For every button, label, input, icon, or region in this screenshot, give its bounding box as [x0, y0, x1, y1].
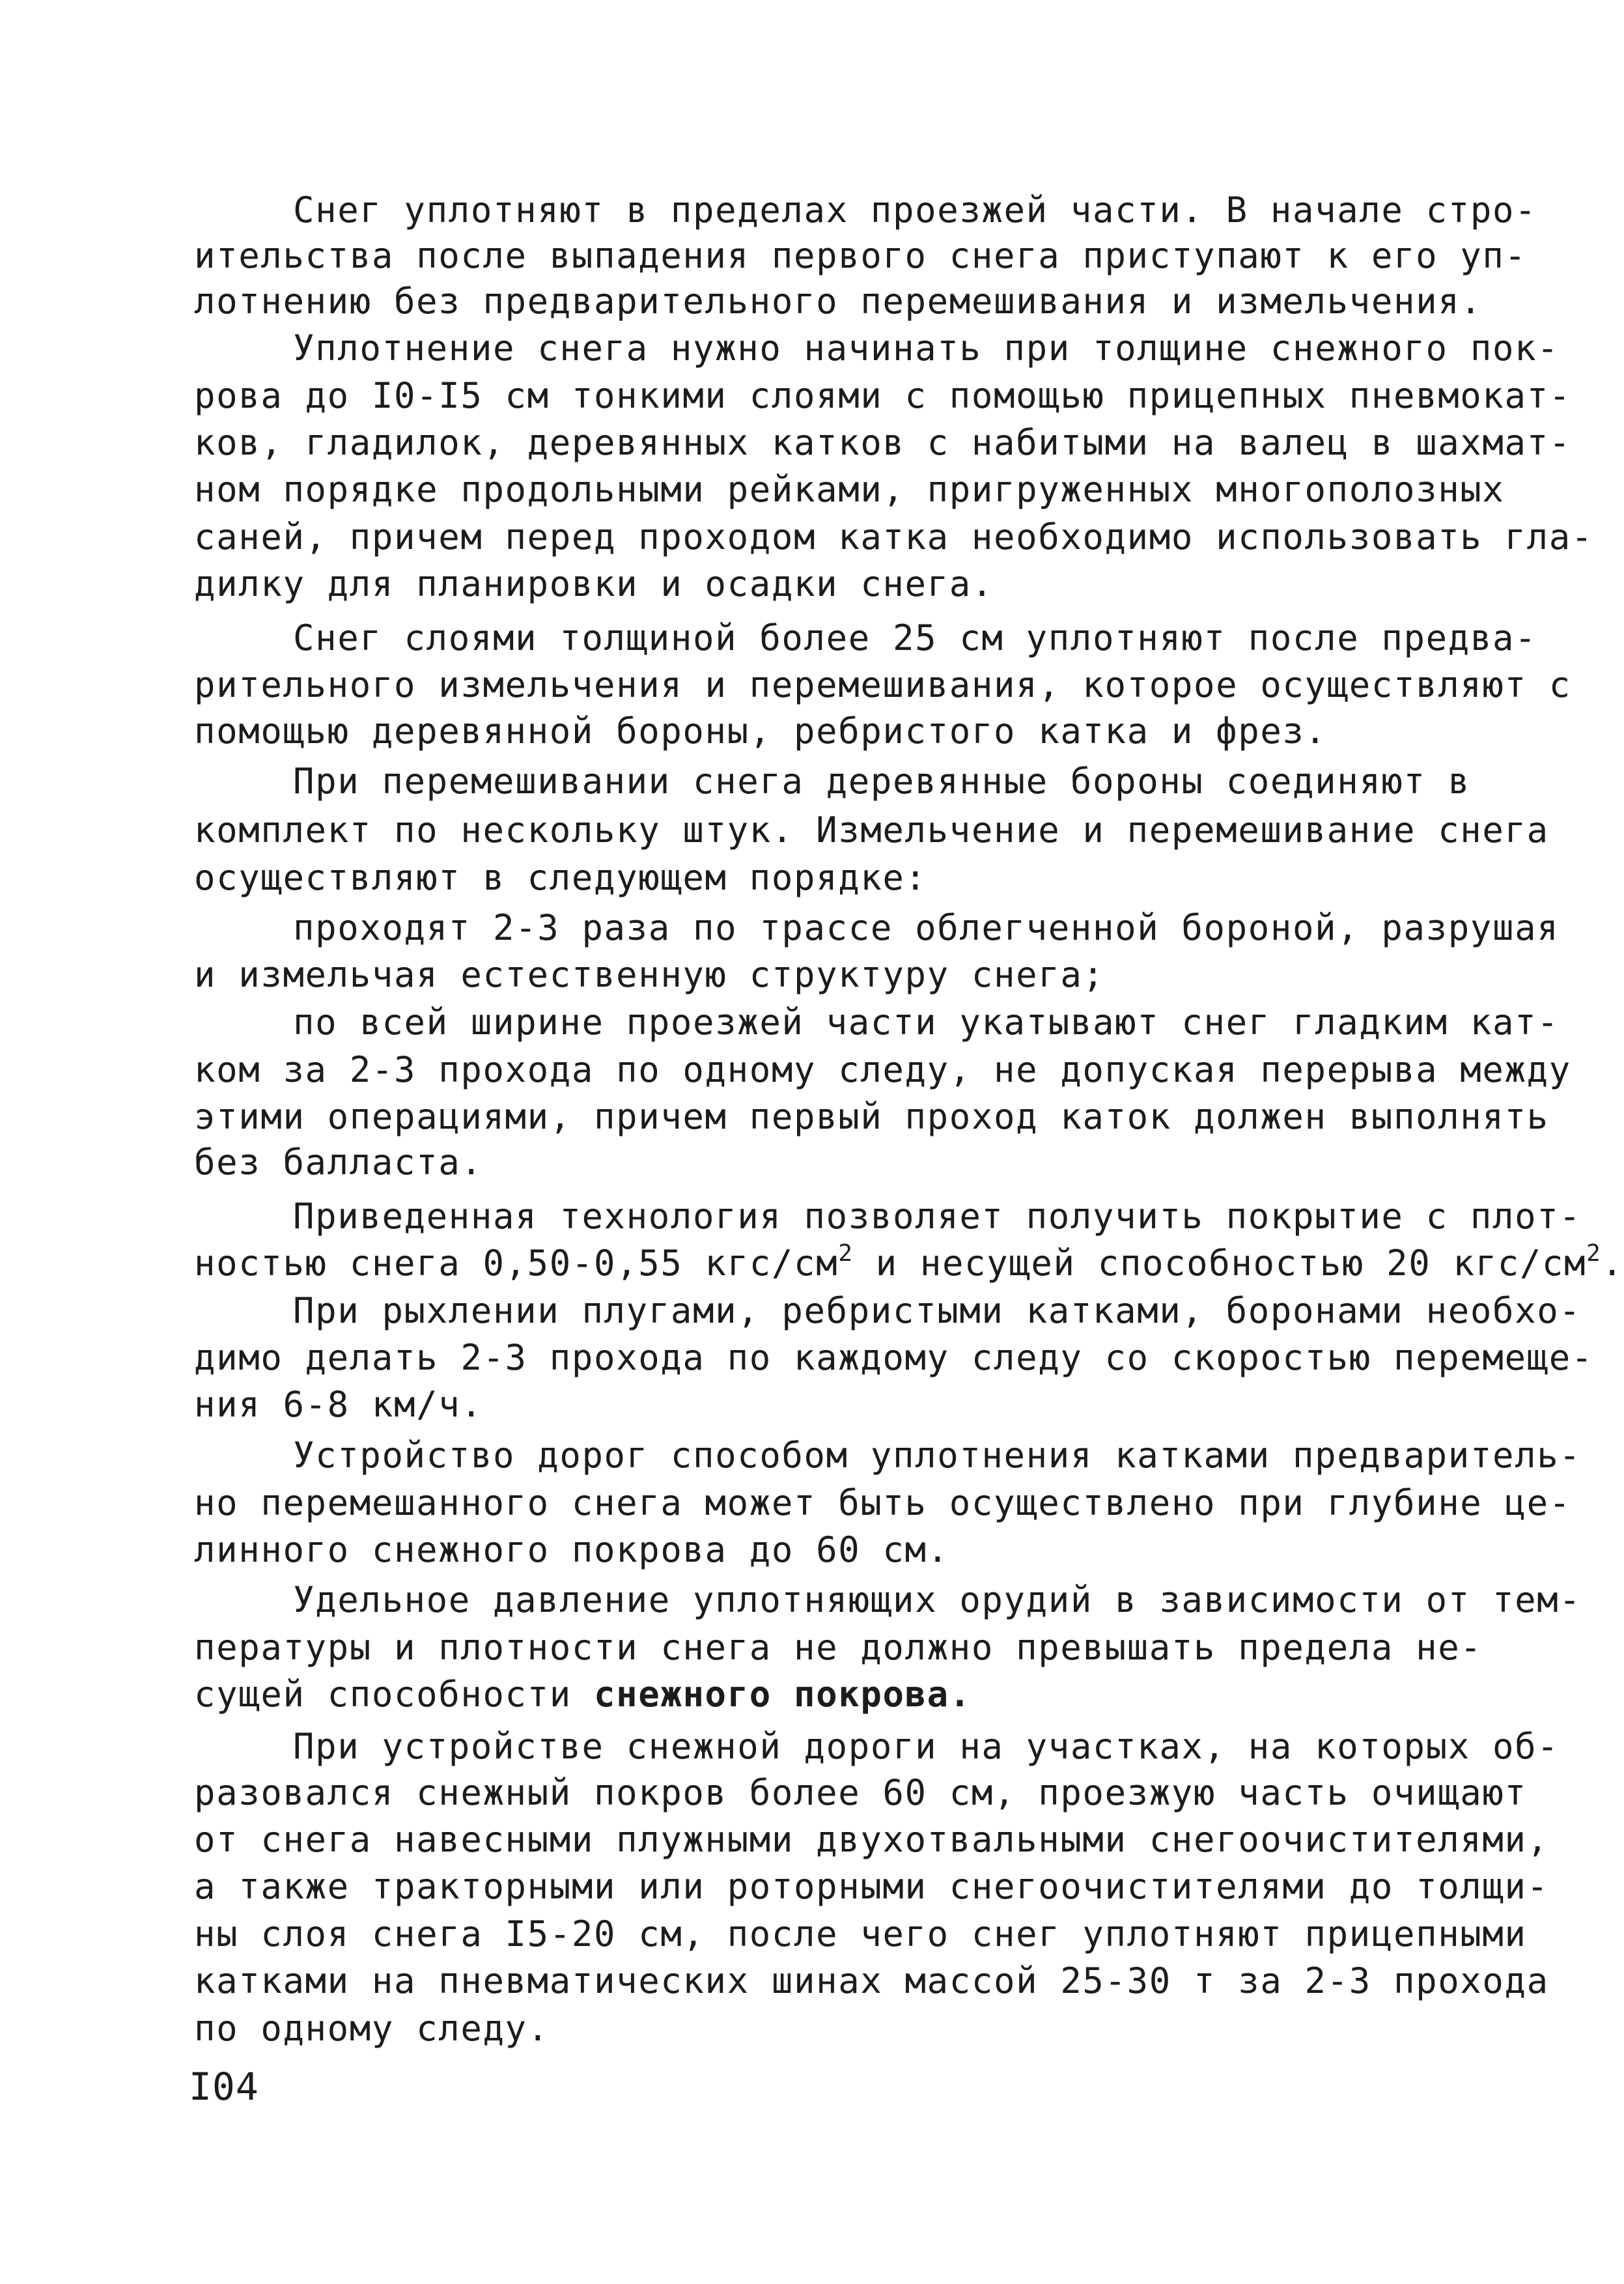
text-line: рительного измельчения и перемешивания, которое осуществляют с	[194, 664, 1571, 705]
text-line: осуществляют в следующем порядке:	[194, 857, 927, 898]
text-line: этими операциями, причем первый проход каток должен выполнять	[194, 1096, 1549, 1137]
text-line: ков, гладилок, деревянных катков с набитыми на валец в шахмат-	[194, 422, 1571, 463]
text-line: проходят 2-3 раза по трассе облегченной бороной, разрушая	[293, 907, 1560, 948]
page-number: I04	[189, 2065, 259, 2109]
text-line: При рыхлении плугами, ребристыми катками, боронами необхо-	[293, 1290, 1582, 1331]
density-text: ностью снега 0,50-0,55 кгс/см	[194, 1243, 839, 1284]
text-line: ном порядке продольными рейками, пригруженных многополозных	[194, 469, 1505, 510]
text-line	[194, 1240, 1624, 1284]
text-line: рова до I0-I5 см тонкими слоями с помощью прицепных пневмокат-	[194, 375, 1571, 416]
text-line: ны слоя снега I5-20 см, после чего снег уплотняют прицепными	[194, 1913, 1527, 1954]
text-line: димо делать 2-3 прохода по каждому следу со скоростью перемеще-	[194, 1337, 1593, 1378]
text-line: а также тракторными или роторными снегоочистителями до толщи-	[194, 1866, 1549, 1907]
text-line: При перемешивании снега деревянные бороны соединяют в	[293, 761, 1470, 802]
text-line: линного снежного покрова до 60 см.	[194, 1529, 949, 1570]
superscript: 2	[838, 1240, 854, 1267]
text-bold: снежного покрова.	[594, 1674, 972, 1715]
text-line: от снега навесными плужными двухотвальными снегоочистителями,	[194, 1819, 1549, 1860]
text-line: Устройство дорог способом уплотнения катками предваритель-	[293, 1435, 1582, 1476]
text-line	[194, 1675, 1431, 1715]
text-line: Снег слоями толщиной более 25 см уплотняют после предва-	[293, 617, 1537, 658]
text-normal: сущей способности	[194, 1674, 594, 1715]
period: .	[1601, 1243, 1624, 1284]
superscript: 2	[1586, 1240, 1602, 1267]
text-line: Снег уплотняют в пределах проезжей части. В начале стро-	[293, 190, 1537, 231]
text-line: Уплотнение снега нужно начинать при толщине снежного пок-	[293, 328, 1560, 369]
text-line: катками на пневматических шинах массой 25-30 т за 2-3 прохода	[194, 1960, 1549, 2001]
text-line: лотнению без предварительного перемешивания и измельчения.	[194, 281, 1483, 322]
text-line: При устройстве снежной дороги на участках, на которых об-	[293, 1726, 1560, 1767]
text-line: помощью деревянной бороны, ребристого катка и фрез.	[194, 711, 1327, 752]
text-line: саней, причем перед проходом катка необходимо использовать гла-	[194, 516, 1593, 557]
text-line: ния 6-8 км/ч.	[194, 1384, 483, 1425]
text-line: без балласта.	[194, 1142, 483, 1183]
text-line: разовался снежный покров более 60 см, проезжую часть очищают	[194, 1772, 1527, 1813]
text-line: ком за 2-3 прохода по одному следу, не допуская перерыва между	[194, 1049, 1571, 1090]
text-line: по всей ширине проезжей части укатывают снег гладким кат-	[293, 1002, 1560, 1043]
text-line: Приведенная технология позволяет получить покрытие с плот-	[293, 1196, 1582, 1237]
text-line: по одному следу.	[194, 2008, 550, 2049]
capacity-text: и несущей способностью 20 кгс/см	[853, 1243, 1587, 1284]
text-line: и измельчая естественную структуру снега;	[194, 954, 1105, 995]
text-line: комплект по нескольку штук. Измельчение и перемешивание снега	[194, 810, 1549, 851]
text-line: дилку для планировки и осадки снега.	[194, 563, 994, 604]
text-line: пературы и плотности снега не должно превышать предела не-	[194, 1627, 1483, 1668]
text-line: ительства после выпадения первого снега приступают к его уп-	[194, 235, 1527, 276]
text-line: Удельное давление уплотняющих орудий в зависимости от тем-	[293, 1579, 1582, 1620]
text-line: но перемешанного снега может быть осуществлено при глубине це-	[194, 1482, 1571, 1523]
